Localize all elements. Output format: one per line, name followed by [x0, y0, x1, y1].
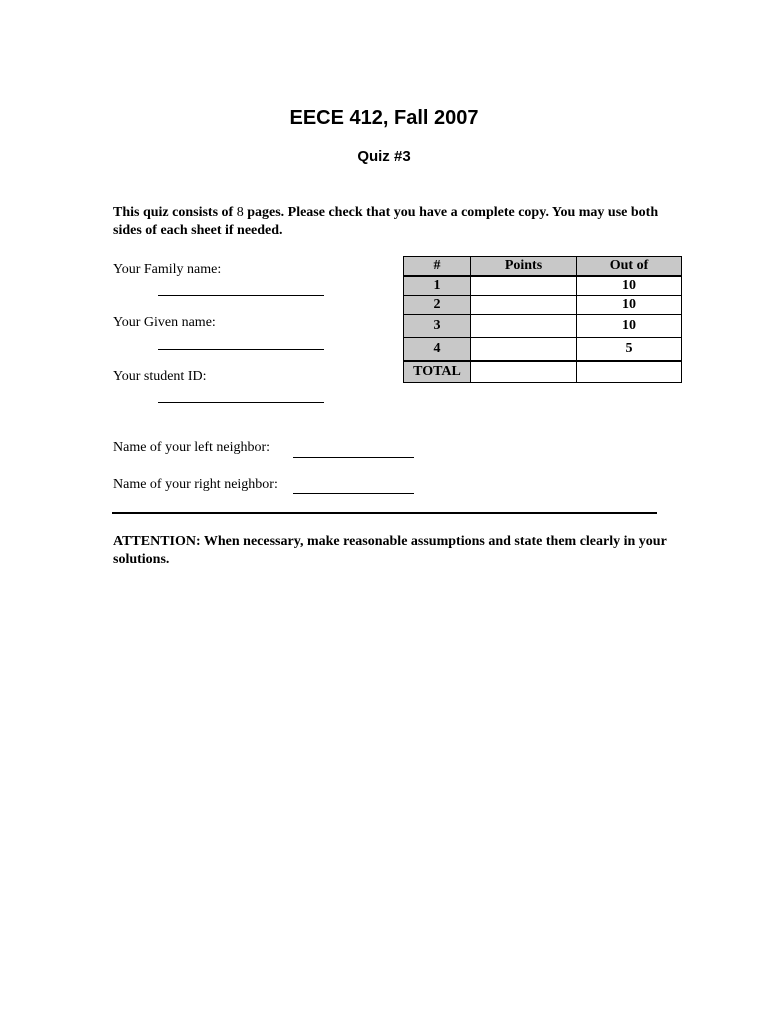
total-out-of-cell	[577, 361, 682, 383]
question-number: 2	[404, 296, 471, 315]
intro-text-part2: pages. Please check that you have a complete copy. You may use both sides of each sheet if needed.	[113, 205, 659, 238]
out-of-cell: 10	[577, 296, 682, 315]
total-points-cell[interactable]	[471, 361, 577, 383]
out-of-cell: 10	[577, 315, 682, 338]
attention-note: ATTENTION: When necessary, make reasonable assumptions and state them clearly in your solutions.	[113, 534, 667, 567]
intro-text-part1: This quiz consists of	[113, 205, 237, 220]
points-cell[interactable]	[471, 296, 577, 315]
family-name-field[interactable]	[158, 295, 324, 296]
document-title: EECE 412, Fall 2007	[289, 107, 479, 129]
intro-page-count: 8	[236, 205, 244, 220]
score-table	[403, 256, 682, 383]
table-total-row	[404, 361, 682, 383]
points-cell[interactable]	[471, 338, 577, 362]
question-number: 1	[404, 276, 471, 296]
family-name-label: Your Family name:	[113, 262, 222, 277]
header-number: #	[404, 257, 471, 277]
right-neighbor-field[interactable]	[293, 493, 414, 494]
points-cell[interactable]	[471, 276, 577, 296]
table-row	[404, 315, 682, 338]
out-of-cell: 5	[577, 338, 682, 362]
left-neighbor-field[interactable]	[293, 457, 414, 458]
out-of-cell: 10	[577, 276, 682, 296]
table-row	[404, 276, 682, 296]
table-header-row	[404, 257, 682, 277]
table-row	[404, 338, 682, 362]
section-divider	[112, 512, 657, 514]
left-neighbor-label: Name of your left neighbor:	[113, 440, 271, 455]
points-cell[interactable]	[471, 315, 577, 338]
given-name-label: Your Given name:	[113, 315, 216, 330]
student-id-label: Your student ID:	[113, 369, 207, 384]
question-number: 4	[404, 338, 471, 362]
given-name-field[interactable]	[158, 349, 324, 350]
question-number: 3	[404, 315, 471, 338]
header-out-of: Out of	[577, 257, 682, 277]
total-label: TOTAL	[404, 361, 471, 383]
table-row	[404, 296, 682, 315]
right-neighbor-label: Name of your right neighbor:	[113, 477, 278, 492]
student-id-field[interactable]	[158, 402, 324, 403]
header-points: Points	[471, 257, 577, 277]
document-subtitle: Quiz #3	[357, 148, 411, 165]
intro-paragraph	[113, 204, 673, 240]
